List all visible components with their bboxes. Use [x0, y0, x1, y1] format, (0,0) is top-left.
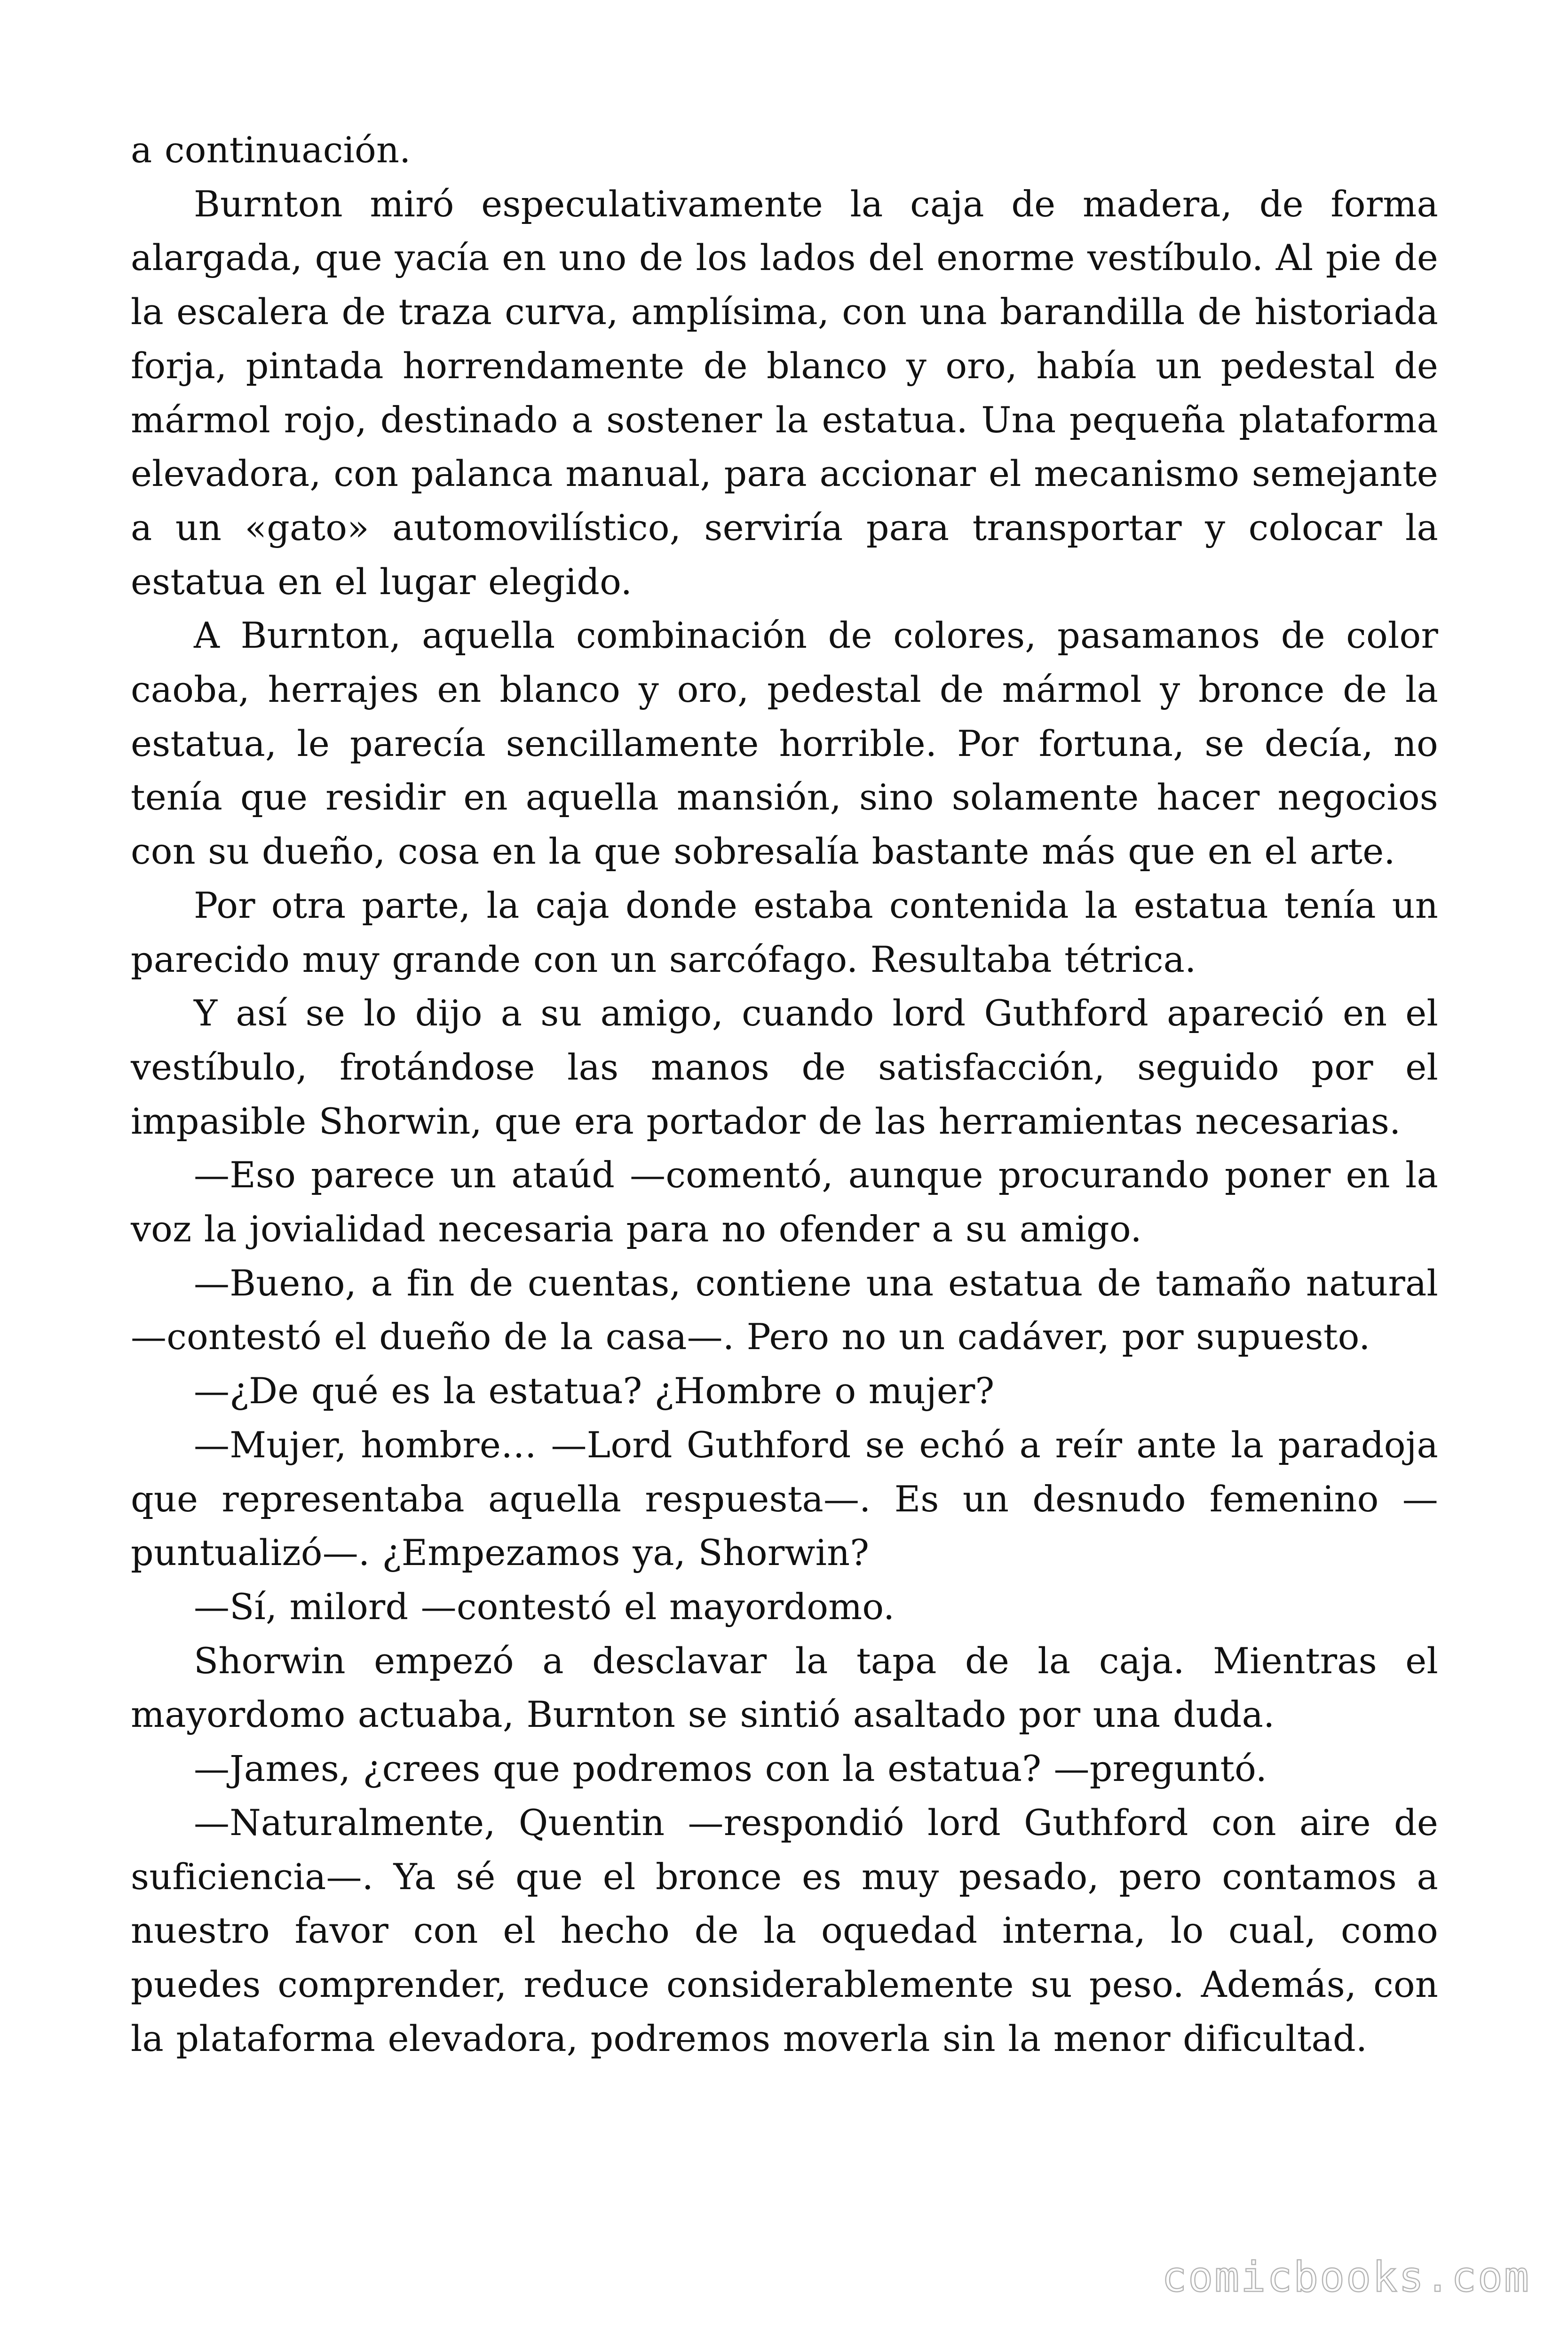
paragraph: Por otra parte, la caja donde estaba contenida la estatua tenía un parecido muy grande con un sarcófago. Resultaba tétrica.	[131, 884, 1438, 980]
dialogue-paragraph: —¿De qué es la estatua? ¿Hombre o mujer?	[194, 1370, 995, 1412]
dialogue-paragraph: —Sí, milord —contestó el mayordomo.	[194, 1585, 895, 1628]
paragraph: Burnton miró especulativamente la caja de madera, de forma alargada, que yacía en uno de los lados del enorme vestíbulo. Al pie de la escalera de traza curva, amplísima, con una barandilla de historiada forja, pintada horrendamente de blanco y oro, había un pedestal de mármol rojo, destinado a sostener la estatua. Una pequeña plataforma elevadora, con palanca manual, para accionar el mecanismo semejante a un «gato» automovilístico, serviría para transportar y colocar la estatua en el lugar elegido.	[131, 183, 1438, 603]
dialogue-paragraph: —James, ¿crees que podremos con la estatua? —preguntó.	[194, 1748, 1267, 1790]
paragraph: A Burnton, aquella combinación de colores, pasamanos de color caoba, herrajes en blanco y oro, pedestal de mármol y bronce de la estatua, le parecía sencillamente horrible. Por fortuna, se decía, no tenía que residir en aquella mansión, sino solamente hacer negocios con su dueño, cosa en la que sobresalía bastante más que en el arte.	[131, 614, 1438, 873]
paragraph: Shorwin empezó a desclavar la tapa de la caja. Mientras el mayordomo actuaba, Burnton se sintió asaltado por una duda.	[131, 1639, 1438, 1736]
dialogue-paragraph: —Mujer, hombre… —Lord Guthford se echó a reír ante la paradoja que representaba aquella respuesta—. Es un desnudo femenino —puntualizó—. ¿Empezamos ya, Shorwin?	[131, 1423, 1438, 1574]
watermark: comicbooks.com	[1162, 2253, 1530, 2301]
dialogue-paragraph: —Bueno, a fin de cuentas, contiene una estatua de tamaño natural —contestó el dueño de la casa—. Pero no un cadáver, por supuesto.	[131, 1262, 1438, 1358]
dialogue-paragraph: —Naturalmente, Quentin —respondió lord Guthford con aire de suficiencia—. Ya sé que el bronce es muy pesado, pero contamos a nuestro favor con el hecho de la oquedad interna, lo cual, como puedes comprender, reduce considerablemente su peso. Además, con la plataforma elevadora, podremos moverla sin la menor dificultad.	[131, 1801, 1438, 2059]
paragraph: Y así se lo dijo a su amigo, cuando lord Guthford apareció en el vestíbulo, frotándose las manos de satisfacción, seguido por el impasible Shorwin, que era portador de las herramientas necesarias.	[131, 992, 1438, 1142]
dialogue-paragraph: —Eso parece un ataúd —comentó, aunque procurando poner en la voz la jovialidad necesaria para no ofender a su amigo.	[131, 1154, 1438, 1250]
paragraph: a continuación.	[131, 129, 411, 171]
page-body	[131, 123, 1438, 2066]
